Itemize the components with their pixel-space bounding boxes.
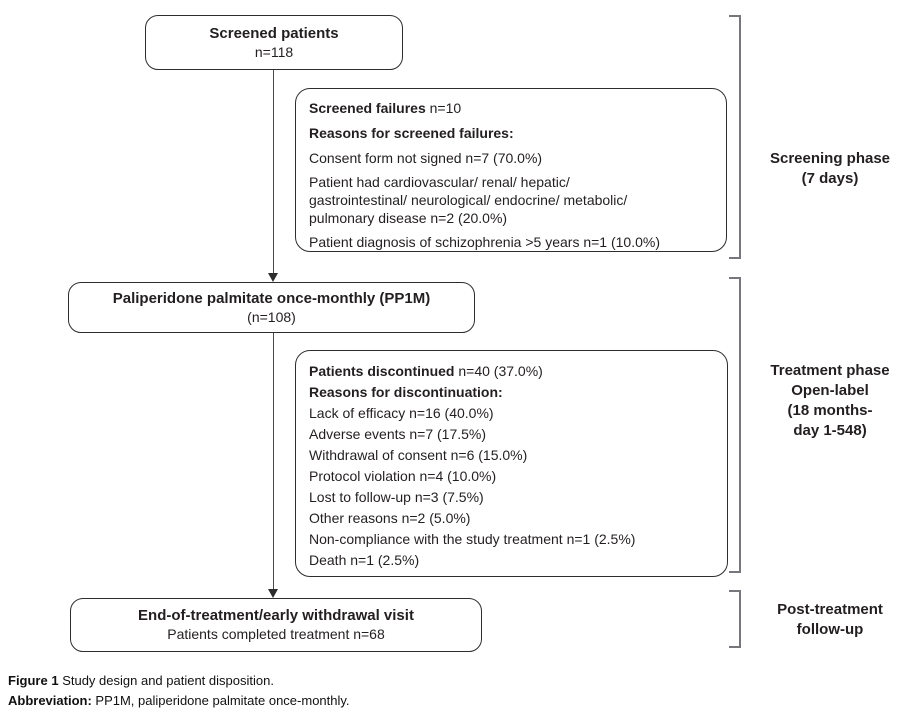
box-pp1m [68,282,475,333]
bracket-screening-phase [729,15,741,259]
box-patients-discontinued [295,350,728,577]
bracket-post-treatment [729,590,741,648]
screening-phase-line: Screening phase [769,150,891,167]
label-treatment-phase [748,361,902,441]
box-screened-failures [295,88,727,252]
screened-patients-count: n=118 [254,43,294,60]
pp1m-title: Paliperidone palmitate once-monthly (PP1M) [112,289,431,307]
screening-phase-line: (7 days) [801,170,859,187]
end-of-treatment-title: End-of-treatment/early withdrawal visit [138,607,414,624]
end-of-treatment-count: Patients completed treatment n=68 [167,626,385,642]
post-treatment-line: follow-up [796,621,864,638]
caption-abbreviation-line [8,691,350,711]
discontinued-reasons-heading: Reasons for discontinuation: [309,384,503,400]
arrow-screened-to-pp1m-line [273,70,275,274]
caption-abbreviation-label: Abbreviation: [8,693,92,708]
treatment-phase-line: Treatment phase [770,362,890,379]
discontinued-title-count: n=40 (37.0%) [454,363,543,379]
discontinued-item: Non-compliance with the study treatment n=1 (2.5%) [309,531,636,547]
discontinued-item: Withdrawal of consent n=6 (15.0%) [309,447,528,463]
bracket-treatment-phase [729,277,741,573]
caption-figure-line [8,671,350,691]
discontinued-title [309,361,714,382]
screened-patients-title: Screened patients [209,24,339,42]
caption-abbreviation-text: PP1M, paliperidone palmitate once-monthly. [91,693,350,708]
box-end-of-treatment [70,598,482,652]
caption-figure-label: Figure 1 [8,673,59,688]
discontinued-item: Lost to follow-up n=3 (7.5%) [309,489,484,505]
figure-caption [8,671,350,711]
treatment-phase-line: (18 months- [787,402,873,419]
discontinued-item: Protocol violation n=4 (10.0%) [309,468,497,484]
screened-failures-item: Consent form not signed n=7 (70.0%) [309,150,543,166]
pp1m-count: (n=108) [247,308,296,325]
label-post-treatment [748,600,902,640]
screened-failures-reasons-heading: Reasons for screened failures: [309,125,514,141]
caption-figure-text: Study design and patient disposition. [58,673,274,688]
arrow-pp1m-to-end-head-icon [268,589,278,598]
discontinued-title-bold: Patients discontinued [309,363,455,379]
arrow-pp1m-to-end-line [273,333,275,589]
treatment-phase-line: day 1-548) [793,422,867,439]
discontinued-item: Death n=1 (2.5%) [309,552,420,568]
post-treatment-line: Post-treatment [777,601,883,618]
screened-failures-title [309,99,713,117]
discontinued-item: Adverse events n=7 (17.5%) [309,426,487,442]
box-screened-patients [145,15,403,70]
treatment-phase-line: Open-label [791,382,869,399]
screened-failures-item: Patient diagnosis of schizophrenia >5 years n=1 (10.0%) [309,234,660,250]
discontinued-item: Other reasons n=2 (5.0%) [309,510,471,526]
label-screening-phase [748,149,902,189]
screened-failures-item: Patient had cardiovascular/ renal/ hepatic/ gastrointestinal/ neurological/ endocrine/ metabolic/ pulmonary disease n=2 (20.0%) [309,174,628,226]
screened-failures-title-count: n=10 [425,100,462,116]
screened-failures-title-bold: Screened failures [309,100,426,116]
discontinued-item: Lack of efficacy n=16 (40.0%) [309,405,494,421]
arrow-screened-to-pp1m-head-icon [268,273,278,282]
